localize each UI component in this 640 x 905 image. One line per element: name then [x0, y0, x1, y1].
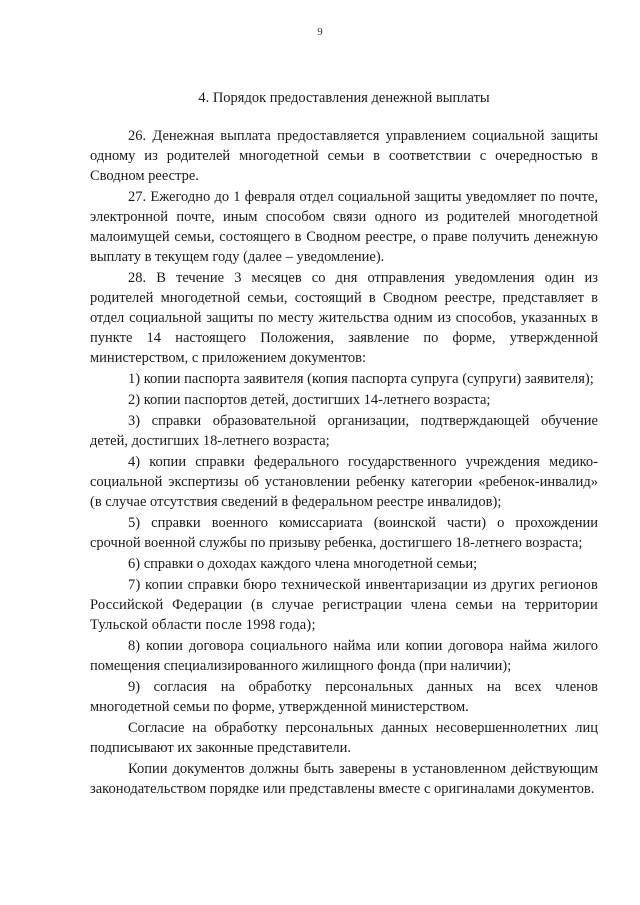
list-item-8: 8) копии договора социального найма или копии договора найма жилого помещения специализированного жилищного фонда (при наличии); [90, 638, 598, 674]
list-item-9: 9) согласия на обработку персональных данных на всех членов многодетной семьи по форме, утвержденной министерством. [90, 679, 598, 715]
paragraph-28: 28. В течение 3 месяцев со дня отправления уведомления один из родителей многодетной семьи, состоящий в Сводном реестре, представляет в отдел социальной защиты по месту жительства одним из способов, указанных в пункте 14 настоящего Положения, заявление по форме, утвержденной министерством, с приложением документов: [90, 270, 598, 366]
section-heading: 4. Порядок предоставления денежной выплаты [198, 90, 490, 106]
list-item-2: 2) копии паспортов детей, достигших 14-летнего возраста; [128, 392, 491, 408]
list-item-3: 3) справки образовательной организации, подтверждающей обучение детей, достигших 18-летнего возраста; [90, 413, 598, 449]
paragraph-26: 26. Денежная выплата предоставляется управлением социальной защиты одному из родителей многодетной семьи в соответствии с очередностью в Сводном реестре. [90, 128, 598, 184]
page-number: 9 [317, 26, 323, 38]
document-body [90, 126, 598, 800]
consent-paragraph: Согласие на обработку персональных данных несовершеннолетних лиц подписывают их законные представители. [90, 720, 598, 756]
list-item-6: 6) справки о доходах каждого члена многодетной семьи; [128, 556, 478, 572]
list-item-7: 7) копии справки бюро технической инвентаризации из других регионов Российской Федерации (в случае регистрации члена семьи на территории Тульской области после 1998 года); [90, 577, 598, 633]
certification-paragraph: Копии документов должны быть заверены в установленном действующим законодательством порядке или представлены вместе с оригиналами документов. [90, 761, 598, 797]
paragraph-27: 27. Ежегодно до 1 февраля отдел социальной защиты уведомляет по почте, электронной почте, иным способом связи одного из родителей многодетной малоимущей семьи, состоящего в Сводном реестре, о праве получить денежную выплату в текущем году (далее – уведомление). [90, 189, 598, 265]
list-item-4: 4) копии справки федерального государственного учреждения медико-социальной экспертизы об установлении ребенку категории «ребенок-инвалид» (в случае отсутствия сведений в федеральном реестре инвалидов); [90, 454, 598, 510]
list-item-5: 5) справки военного комиссариата (воинской части) о прохождении срочной военной службы по призыву ребенка, достигшего 18-летнего возраста; [90, 515, 598, 551]
list-item-1: 1) копии паспорта заявителя (копия паспорта супруга (супруги) заявителя); [128, 371, 594, 387]
